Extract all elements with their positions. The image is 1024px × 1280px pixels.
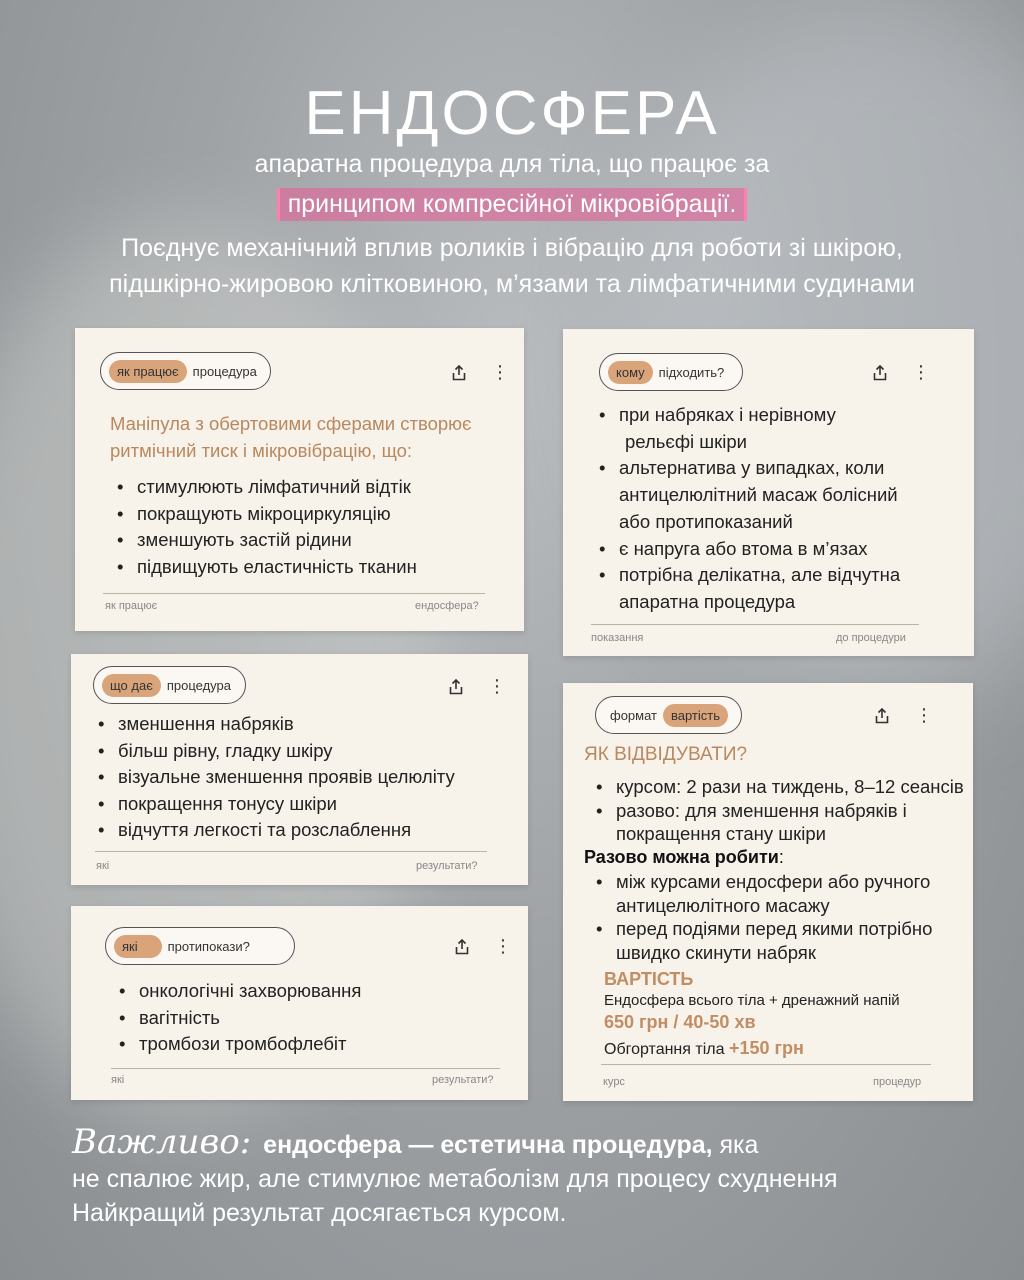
card-divider <box>591 624 919 625</box>
list-item-continued: антицелюлітний масаж болісний <box>619 484 898 506</box>
price-title: ВАРТІСТЬ <box>604 969 694 989</box>
more-options-icon[interactable]: ⋮ <box>915 705 933 725</box>
lead-line-2: підшкірно-жировою клітковиною, м’язами та лімфатичними судинами <box>109 270 915 298</box>
card-pill[interactable] <box>105 927 295 965</box>
footer-note <box>72 1122 838 1230</box>
list-item: • перед подіями перед якими потрібно <box>594 917 932 941</box>
footer-note-line-1 <box>72 1122 838 1162</box>
pill-label: процедура <box>166 677 231 693</box>
card-footer-right: результати? <box>432 1074 494 1086</box>
card-format-price <box>563 683 973 1101</box>
section-heading: ЯК ВІДВІДУВАТИ? <box>584 744 748 765</box>
list-item: • онкологічні захворювання <box>117 978 361 1005</box>
share-icon[interactable] <box>453 938 471 956</box>
list-item-continued: апаратна процедура <box>619 590 796 612</box>
card-pill[interactable] <box>100 352 271 390</box>
pill-label: протипокази? <box>167 938 250 954</box>
wrap-line <box>604 1038 804 1059</box>
lead-text <box>20 230 1004 302</box>
card-footer-left: які <box>96 860 110 872</box>
pill-tag: як працює <box>109 360 187 383</box>
more-options-icon[interactable]: ⋮ <box>491 362 509 382</box>
card-footer-right: ендосфера? <box>415 600 479 612</box>
card-footer-right: до процедури <box>836 632 906 644</box>
page-title: ЕНДОСФЕРА <box>304 79 720 148</box>
card-footer-left: курс <box>603 1076 625 1088</box>
card-divider <box>111 1068 500 1069</box>
intro-line-1: Маніпула з обертовими сферами створює <box>110 413 472 434</box>
once-title <box>584 847 784 868</box>
lead-line-1: Поєднує механічний вплив роликів і вібрацію для роботи зі шкірою, <box>121 234 903 262</box>
card-divider <box>601 1064 931 1065</box>
once-title-text: Разово можна робити <box>584 847 779 867</box>
price-description: Ендосфера всього тіла + дренажний напій <box>604 992 900 1009</box>
card-pill[interactable] <box>93 666 246 704</box>
card-footer-left: які <box>111 1074 125 1086</box>
pill-tag: вартість <box>663 704 728 727</box>
list-item: • відчуття легкості та розслаблення <box>96 817 455 844</box>
card-contraindications <box>71 906 528 1100</box>
pill-label: формат <box>610 707 657 723</box>
more-options-icon[interactable]: ⋮ <box>494 936 512 956</box>
share-icon[interactable] <box>447 678 465 696</box>
list-item: • вагітність <box>117 1005 361 1032</box>
list-item: • альтернатива у випадках, коли <box>597 455 967 482</box>
list-item: • між курсами ендосфери або ручного <box>594 870 932 894</box>
list-item: • разово: для зменшення набряків і <box>594 799 964 823</box>
price-value: 650 грн / 40-50 хв <box>604 1012 756 1032</box>
card-who-suits <box>563 329 974 656</box>
once-title-colon: : <box>778 847 784 867</box>
list-item-continued: покращення стану шкіри <box>616 823 826 844</box>
once-list <box>594 870 932 964</box>
more-options-icon[interactable]: ⋮ <box>488 676 506 696</box>
pill-tag: які <box>114 935 162 958</box>
pill-tag: що дає <box>102 674 161 697</box>
list-item: • підвищують еластичність тканин <box>115 554 417 581</box>
card-pill[interactable] <box>595 696 742 734</box>
card-pill[interactable] <box>599 353 743 391</box>
visit-list <box>594 775 964 846</box>
results-list <box>96 711 455 844</box>
pill-label: підходить? <box>658 364 725 380</box>
list-item-continued: антицелюлітного масажу <box>616 894 830 916</box>
wrap-label: Обгортання тіла <box>604 1041 725 1058</box>
more-options-icon[interactable]: ⋮ <box>912 362 930 382</box>
card-results <box>71 654 528 885</box>
highlight-text: принципом компресійної мікровібрації. <box>277 188 748 221</box>
card-footer-left: показання <box>591 632 644 644</box>
card-footer-right: результати? <box>416 860 478 872</box>
card-divider <box>103 593 485 594</box>
benefit-list <box>115 474 417 580</box>
list-item: • тромбози тромбофлебіт <box>117 1031 361 1058</box>
list-item: • покращують мікроциркуляцію <box>115 501 417 528</box>
list-item: • потрібна делікатна, але відчутна <box>597 562 967 589</box>
share-icon[interactable] <box>873 707 891 725</box>
footer-note-line-2: не спалює жир, але стимулює метаболізм для процесу схуднення <box>72 1165 838 1193</box>
wrap-price: +150 грн <box>728 1038 804 1058</box>
footer-note-line-3: Найкращий результат досягається курсом. <box>72 1199 567 1227</box>
list-item: • покращення тонусу шкіри <box>96 791 455 818</box>
footer-note-bold: ендосфера — естетична процедура, <box>263 1131 713 1159</box>
list-item: • більш рівну, гладку шкіру <box>96 738 455 765</box>
intro-line-2: ритмічний тиск і мікровібрацію, що: <box>110 440 413 461</box>
share-icon[interactable] <box>450 364 468 382</box>
contraindications-list <box>117 978 361 1058</box>
pill-label: процедура <box>192 363 257 379</box>
list-item-continued: рельєфі шкіри <box>625 430 747 452</box>
pill-tag: кому <box>608 361 653 384</box>
suitability-list <box>597 402 967 616</box>
list-item: • візуальне зменшення проявів целюліту <box>96 764 455 791</box>
list-item: • стимулюють лімфатичний відтік <box>115 474 417 501</box>
list-item-continued: або протипоказаний <box>619 510 793 532</box>
list-item: • зменшення набряків <box>96 711 455 738</box>
list-item: • курсом: 2 рази на тиждень, 8–12 сеансів <box>594 775 964 799</box>
card-intro <box>110 410 471 464</box>
footer-note-rest: яка <box>712 1131 759 1159</box>
list-item: • зменшують застій рідини <box>115 527 417 554</box>
important-script: Важливо: <box>72 1122 252 1162</box>
card-footer-right: процедур <box>873 1076 922 1088</box>
list-item: • є напруга або втома в м’язах <box>597 536 967 563</box>
list-item-continued: швидко скинути набряк <box>616 941 816 963</box>
card-footer-left: як працює <box>105 600 158 612</box>
list-item: • при набряках і нерівному <box>597 402 967 429</box>
page-subtitle: апаратна процедура для тіла, що працює за <box>254 150 770 178</box>
share-icon[interactable] <box>871 364 889 382</box>
card-divider <box>95 851 487 852</box>
card-how-it-works <box>75 328 524 631</box>
